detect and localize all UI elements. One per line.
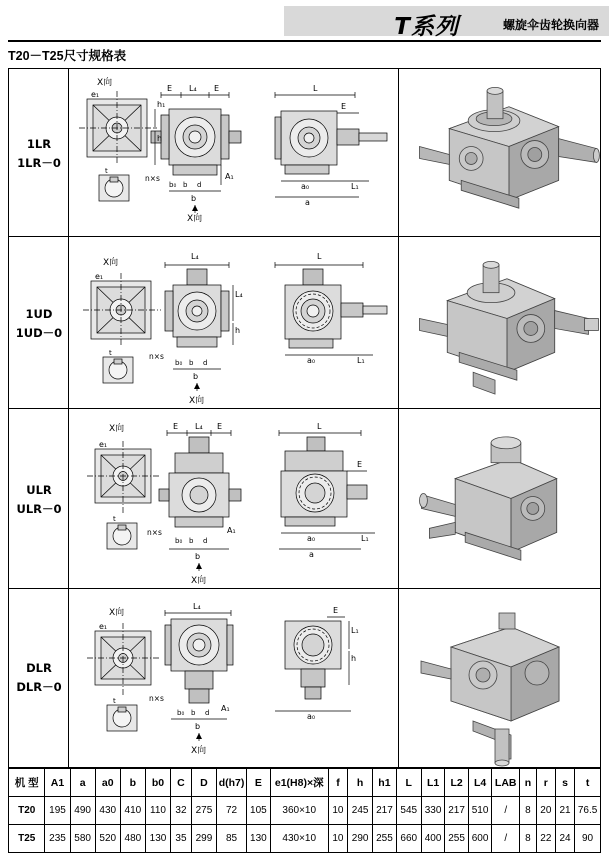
page-title: T20－T25尺寸规格表 bbox=[8, 49, 127, 63]
svg-text:e₁: e₁ bbox=[95, 272, 104, 281]
svg-text:L₄: L₄ bbox=[189, 84, 197, 93]
spec-header-cell: f bbox=[328, 769, 347, 797]
page-header bbox=[0, 0, 609, 40]
svg-text:A₁: A₁ bbox=[227, 526, 236, 535]
svg-text:X向: X向 bbox=[191, 746, 207, 756]
spec-cell: 410 bbox=[120, 797, 145, 825]
spec-cell: 85 bbox=[216, 825, 246, 853]
svg-text:b: b bbox=[183, 181, 188, 189]
technical-drawing-1lr bbox=[69, 69, 399, 237]
spec-header-cell: d(h7) bbox=[216, 769, 246, 797]
svg-text:a₀: a₀ bbox=[307, 356, 316, 365]
spec-cell: 217 bbox=[445, 797, 469, 825]
svg-text:X向: X向 bbox=[187, 214, 203, 224]
spec-cell: 8 bbox=[520, 825, 537, 853]
model-label-secondary: ULR－0 bbox=[16, 502, 62, 516]
model-label-primary: 1LR bbox=[26, 137, 52, 151]
svg-text:t: t bbox=[113, 697, 116, 705]
svg-text:d: d bbox=[203, 359, 208, 367]
model-label-cell bbox=[9, 69, 69, 236]
spec-header-cell: LAB bbox=[492, 769, 520, 797]
svg-text:a: a bbox=[309, 550, 314, 559]
spec-cell: 480 bbox=[120, 825, 145, 853]
spec-figure-table bbox=[8, 68, 601, 768]
spec-cell: 600 bbox=[468, 825, 492, 853]
svg-text:h: h bbox=[235, 326, 241, 335]
model-label-cell bbox=[9, 237, 69, 408]
spec-cell: 21 bbox=[555, 797, 574, 825]
spec-cell: 10 bbox=[328, 797, 347, 825]
svg-text:h: h bbox=[351, 654, 357, 663]
spec-cell: 105 bbox=[247, 797, 271, 825]
svg-text:b: b bbox=[195, 552, 201, 561]
spec-cell: 299 bbox=[191, 825, 216, 853]
product-photo-cell bbox=[399, 69, 600, 236]
svg-text:n×s: n×s bbox=[147, 528, 162, 537]
svg-text:n×s: n×s bbox=[149, 352, 164, 361]
spec-cell: 235 bbox=[45, 825, 70, 853]
table-row bbox=[9, 69, 600, 237]
svg-text:X向: X向 bbox=[97, 78, 113, 88]
header-divider bbox=[8, 40, 601, 42]
spec-cell: 20 bbox=[536, 797, 555, 825]
drawing-cell bbox=[69, 237, 399, 408]
spec-header-cell: L bbox=[396, 769, 421, 797]
spec-header-cell: r bbox=[536, 769, 555, 797]
spec-header-cell: s bbox=[555, 769, 574, 797]
model-label-primary: DLR bbox=[26, 661, 52, 675]
spec-cell: 430×10 bbox=[270, 825, 328, 853]
technical-drawing-1ud bbox=[69, 237, 399, 409]
spec-cell: 76.5 bbox=[575, 797, 601, 825]
spec-cell: 275 bbox=[191, 797, 216, 825]
svg-text:e₁: e₁ bbox=[99, 440, 108, 449]
spec-header-cell: h bbox=[348, 769, 373, 797]
technical-drawing-dlr bbox=[69, 589, 399, 767]
svg-text:X向: X向 bbox=[103, 258, 119, 268]
spec-cell: 32 bbox=[171, 797, 192, 825]
svg-text:E: E bbox=[167, 84, 173, 93]
spec-cell: 330 bbox=[421, 797, 445, 825]
spec-header-cell: n bbox=[520, 769, 537, 797]
product-photo-cell bbox=[399, 237, 600, 408]
spec-cell: 430 bbox=[95, 797, 120, 825]
svg-text:E: E bbox=[214, 84, 220, 93]
svg-text:E: E bbox=[217, 422, 223, 431]
spec-cell: 195 bbox=[45, 797, 70, 825]
spec-cell: 8 bbox=[520, 797, 537, 825]
spec-cell: 90 bbox=[575, 825, 601, 853]
spec-header-cell: a0 bbox=[95, 769, 120, 797]
svg-text:L₄: L₄ bbox=[193, 602, 201, 611]
model-label-secondary: DLR－0 bbox=[16, 680, 62, 694]
spec-header-cell: L2 bbox=[445, 769, 469, 797]
svg-text:h: h bbox=[157, 134, 163, 143]
drawing-cell bbox=[69, 589, 399, 767]
spec-cell: 290 bbox=[348, 825, 373, 853]
spec-cell: T25 bbox=[9, 825, 45, 853]
spec-header-cell: e1(H8)×深 bbox=[270, 769, 328, 797]
svg-text:b₀: b₀ bbox=[177, 709, 185, 717]
spec-cell: 400 bbox=[421, 825, 445, 853]
product-photo-cell bbox=[399, 589, 600, 767]
spec-cell: 22 bbox=[536, 825, 555, 853]
spec-cell: 217 bbox=[373, 797, 397, 825]
svg-text:X向: X向 bbox=[109, 424, 125, 434]
svg-text:b₀: b₀ bbox=[175, 537, 183, 545]
spec-cell: 24 bbox=[555, 825, 574, 853]
spec-cell: 255 bbox=[445, 825, 469, 853]
spec-cell: 360×10 bbox=[270, 797, 328, 825]
svg-text:b: b bbox=[189, 359, 194, 367]
spec-cell: 490 bbox=[70, 797, 95, 825]
svg-text:n×s: n×s bbox=[145, 174, 160, 183]
spec-cell: 72 bbox=[216, 797, 246, 825]
svg-text:A₁: A₁ bbox=[221, 704, 230, 713]
gearbox-photo-1lr bbox=[399, 69, 600, 236]
spec-cell: 660 bbox=[396, 825, 421, 853]
svg-text:d: d bbox=[197, 181, 202, 189]
spec-cell: 520 bbox=[95, 825, 120, 853]
spec-cell: 255 bbox=[373, 825, 397, 853]
svg-text:a₀: a₀ bbox=[301, 182, 310, 191]
svg-text:E: E bbox=[357, 460, 363, 469]
brand-title: T系列 bbox=[394, 14, 459, 40]
spec-header-cell: a bbox=[70, 769, 95, 797]
spec-header-cell: C bbox=[171, 769, 192, 797]
spec-header-cell: L4 bbox=[468, 769, 492, 797]
spec-header-cell: b0 bbox=[145, 769, 170, 797]
svg-text:b: b bbox=[193, 372, 199, 381]
model-label-cell bbox=[9, 409, 69, 588]
model-label-secondary: 1LR－0 bbox=[17, 156, 61, 170]
svg-text:a₀: a₀ bbox=[307, 534, 316, 543]
svg-text:X向: X向 bbox=[191, 576, 207, 586]
svg-text:t: t bbox=[113, 515, 116, 523]
spec-cell: 130 bbox=[145, 825, 170, 853]
svg-text:n×s: n×s bbox=[149, 694, 164, 703]
table-row bbox=[9, 589, 600, 767]
svg-text:E: E bbox=[173, 422, 179, 431]
svg-text:L₄: L₄ bbox=[191, 252, 199, 261]
table-row bbox=[9, 237, 600, 409]
svg-text:L₄: L₄ bbox=[195, 422, 203, 431]
spec-header-cell: L1 bbox=[421, 769, 445, 797]
table-row bbox=[9, 409, 600, 589]
svg-text:L₁: L₁ bbox=[361, 534, 369, 543]
spec-cell: T20 bbox=[9, 797, 45, 825]
spec-cell: 580 bbox=[70, 825, 95, 853]
spec-cell: 545 bbox=[396, 797, 421, 825]
svg-text:a: a bbox=[305, 198, 310, 207]
spec-header-cell: h1 bbox=[373, 769, 397, 797]
svg-text:b₀: b₀ bbox=[169, 181, 177, 189]
spec-data-row bbox=[9, 797, 601, 825]
svg-text:t: t bbox=[105, 167, 108, 175]
svg-text:L: L bbox=[313, 84, 318, 93]
spec-cell: 130 bbox=[247, 825, 271, 853]
spec-cell: / bbox=[492, 797, 520, 825]
drawing-cell bbox=[69, 69, 399, 236]
spec-cell: 510 bbox=[468, 797, 492, 825]
svg-text:L: L bbox=[317, 252, 322, 261]
spec-header-row bbox=[9, 769, 601, 797]
svg-text:L₁: L₁ bbox=[351, 182, 359, 191]
svg-text:b: b bbox=[191, 709, 196, 717]
spec-cell: 35 bbox=[171, 825, 192, 853]
spec-header-cell: D bbox=[191, 769, 216, 797]
spec-cell: 110 bbox=[145, 797, 170, 825]
spec-header-cell: A1 bbox=[45, 769, 70, 797]
svg-text:A₁: A₁ bbox=[225, 172, 234, 181]
svg-text:e₁: e₁ bbox=[99, 622, 108, 631]
gearbox-photo-dlr bbox=[399, 589, 600, 767]
svg-text:L: L bbox=[317, 422, 322, 431]
svg-text:t: t bbox=[109, 349, 112, 357]
technical-drawing-ulr bbox=[69, 409, 399, 589]
brand-subtitle: 螺旋伞齿轮换向器 bbox=[502, 18, 599, 32]
svg-text:E: E bbox=[333, 606, 339, 615]
spec-header-cell: b bbox=[120, 769, 145, 797]
svg-text:E: E bbox=[341, 102, 347, 111]
product-photo-cell bbox=[399, 409, 600, 588]
model-label-secondary: 1UD－0 bbox=[15, 326, 63, 340]
spec-cell: / bbox=[492, 825, 520, 853]
gearbox-photo-ulr bbox=[399, 409, 600, 588]
spec-cell: 10 bbox=[328, 825, 347, 853]
svg-text:L₄: L₄ bbox=[235, 290, 243, 299]
svg-text:b: b bbox=[191, 194, 197, 203]
spec-header-cell: 机 型 bbox=[9, 769, 45, 797]
drawing-cell bbox=[69, 409, 399, 588]
svg-text:X向: X向 bbox=[109, 608, 125, 618]
svg-text:h₁: h₁ bbox=[157, 100, 166, 109]
dimension-spec-table bbox=[8, 768, 601, 853]
svg-text:b₀: b₀ bbox=[175, 359, 183, 367]
svg-text:L₁: L₁ bbox=[357, 356, 365, 365]
model-label-primary: 1UD bbox=[25, 307, 53, 321]
svg-text:d: d bbox=[205, 709, 210, 717]
svg-text:b: b bbox=[189, 537, 194, 545]
spec-data-row bbox=[9, 825, 601, 853]
spec-header-cell: E bbox=[247, 769, 271, 797]
svg-text:X向: X向 bbox=[189, 396, 205, 406]
spec-header-cell: t bbox=[575, 769, 601, 797]
svg-text:d: d bbox=[203, 537, 208, 545]
svg-text:a₀: a₀ bbox=[307, 712, 316, 721]
svg-text:L₁: L₁ bbox=[351, 626, 359, 635]
model-label-cell bbox=[9, 589, 69, 767]
svg-text:b: b bbox=[195, 722, 201, 731]
spec-cell: 245 bbox=[348, 797, 373, 825]
gearbox-photo-1ud bbox=[399, 237, 600, 408]
svg-text:e₁: e₁ bbox=[91, 90, 100, 99]
model-label-primary: ULR bbox=[26, 483, 52, 497]
